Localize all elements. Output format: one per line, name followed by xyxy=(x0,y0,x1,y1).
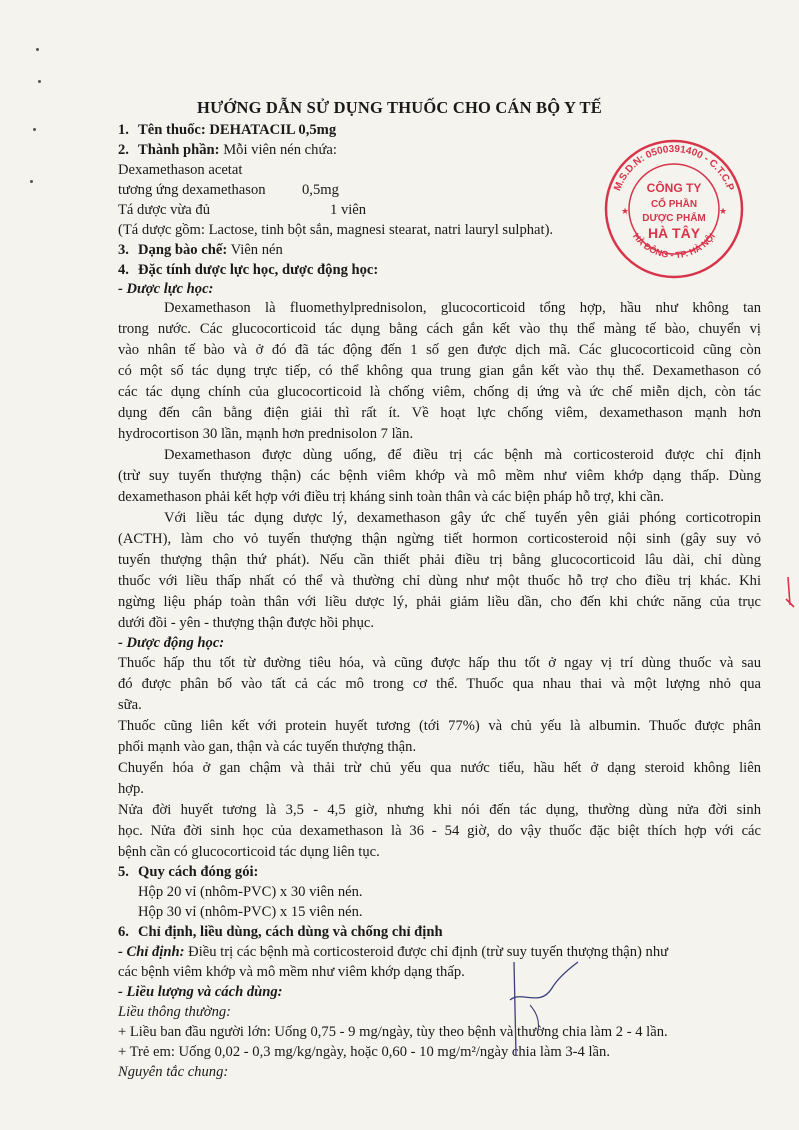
paragraph-line: đó được phân bố vào tất cả các mô trong cơ thể. Thuốc qua nhau thai và một lượng nhỏ qua xyxy=(118,676,761,692)
pharmacodynamics-title: - Dược lực học: xyxy=(118,281,214,297)
signature-scribble xyxy=(500,960,590,1060)
stamp-outer-textpath: M.S.D.N: 0500391400 - C.T.C.P xyxy=(612,143,736,193)
paragraph-line: hydrocortison 30 lần, mạnh hơn prednisolon 7 lần. xyxy=(118,426,414,442)
margin-mark xyxy=(784,575,798,615)
section-3-heading xyxy=(118,241,283,259)
section-label: Quy cách đóng gói: xyxy=(138,864,259,880)
indication-label: - Chỉ định: xyxy=(118,944,185,960)
paragraph-line: trong nước. Các glucocorticoid tác dụng bằng cách gắn kết vào thụ thể màng tế bào, chuyển vị xyxy=(118,321,761,337)
paragraph-line: phối mạnh vào gan, thận và các tuyến thượng thận. xyxy=(118,739,417,755)
paragraph-line: ngừng liệu pháp toàn thân với liều dược lý, phải giảm liều dần, cho đến khi chức năng của trục xyxy=(118,594,761,610)
dosage-line: + Trẻ em: Uống 0,02 - 0,3 mg/kg/ngày, hoặc 0,60 - 10 mg/m²/ngày chia làm 3-4 lần. xyxy=(118,1044,610,1060)
section-2-heading xyxy=(118,141,337,159)
scan-speck xyxy=(38,80,41,83)
paragraph-line: hợp. xyxy=(118,781,144,797)
scan-speck xyxy=(33,128,36,131)
section-value: Mỗi viên nén chứa: xyxy=(219,142,337,158)
ingredient-name: tương ứng dexamethason xyxy=(118,182,266,198)
section-5-heading xyxy=(118,863,258,881)
section-number: 2. xyxy=(118,142,129,158)
composition-line: Dexamethason acetat xyxy=(118,162,243,178)
drug-name: DEHATACIL 0,5mg xyxy=(205,122,337,138)
composition-line xyxy=(118,181,266,199)
composition-line xyxy=(118,201,210,219)
section-4-heading xyxy=(118,261,378,279)
company-stamp xyxy=(603,138,745,280)
paragraph-line: Dexamethason là fluomethylprednisolon, glucocorticoid tổng hợp, hầu như không tan xyxy=(164,300,761,316)
stamp-line-1: CÔNG TY xyxy=(646,181,702,195)
page-title: HƯỚNG DẪN SỬ DỤNG THUỐC CHO CÁN BỘ Y TẾ xyxy=(197,98,602,117)
paragraph-line: dụng đến cân bằng điện giải thì rất ít. Về hoạt lực chống viêm, dexamethason mạnh hơn xyxy=(118,405,761,421)
indication-text: Điều trị các bệnh mà corticosteroid được chỉ định (trừ suy tuyến thượng thận) như xyxy=(184,944,669,960)
paragraph-line: các tác dụng chính của glucocorticoid là chống viêm, chống dị ứng và ức chế miễn dịch, còn tác xyxy=(118,384,761,400)
ingredient-name: Tá dược vừa đủ xyxy=(118,202,211,218)
section-label: Dạng bào chế: xyxy=(138,242,228,258)
section-number: 5. xyxy=(118,864,129,880)
stamp-star-left: ★ xyxy=(621,206,630,216)
paragraph-line: Với liều tác dụng dược lý, dexamethason gây ức chế tuyến yên giải phóng corticotropin xyxy=(164,510,761,526)
section-number: 1. xyxy=(118,122,129,138)
section-label: Thành phần: xyxy=(138,142,220,158)
packaging-line: Hộp 30 vỉ (nhôm-PVC) x 15 viên nén. xyxy=(138,904,363,920)
stamp-star-right: ★ xyxy=(719,206,728,216)
dosage-subtitle: Nguyên tắc chung: xyxy=(118,1064,229,1080)
stamp-line-4: HÀ TÂY xyxy=(647,225,701,241)
section-6-heading xyxy=(118,923,443,941)
section-label: Chỉ định, liều dùng, cách dùng và chống chỉ định xyxy=(138,924,443,940)
section-number: 3. xyxy=(118,242,129,258)
dosage-line: + Liều ban đầu người lớn: Uống 0,75 - 9 mg/ngày, tùy theo bệnh và thường chia làm 2 - 4 lần. xyxy=(118,1024,668,1040)
section-number: 6. xyxy=(118,924,129,940)
paragraph-line: tuyến thượng thận thứ phát). Nếu cần thiết phải điều trị bằng glucocorticoid lâu dài, chỉ dùng xyxy=(118,552,761,568)
scan-speck xyxy=(30,180,33,183)
paragraph-line: dưới đồi - yên - thượng thận được hồi phục. xyxy=(118,615,375,631)
pharmacokinetics-title: - Dược động học: xyxy=(118,635,225,651)
section-label: Tên thuốc: xyxy=(138,122,206,138)
paragraph-line: bệnh cần có glucocorticoid tác dụng liên tục. xyxy=(118,844,380,860)
paragraph-line: sữa. xyxy=(118,697,142,713)
section-number: 4. xyxy=(118,262,129,278)
section-label: Đặc tính dược lực học, dược động học: xyxy=(138,262,379,278)
section-1-heading xyxy=(118,121,336,139)
paragraph-line: Dexamethason được dùng uống, để điều trị các bệnh mà corticosteroid được chỉ định xyxy=(164,447,761,463)
stamp-line-2: CỔ PHẦN xyxy=(650,199,698,210)
excipients-line: (Tá dược gồm: Lactose, tinh bột sắn, magnesi stearat, natri lauryl sulphat). xyxy=(118,222,554,238)
paragraph-line: học. Nửa đời sinh học của dexamethason là 36 - 54 giờ, do vậy thuốc đặc biệt thích hợp với các xyxy=(118,823,761,839)
paragraph-line: (trừ suy tuyến thượng thận) các bệnh viêm khớp và mô mềm như viêm khớp dạng thấp. Dùng xyxy=(118,468,761,484)
paragraph-line: Chuyển hóa ở gan chậm và thải trừ chủ yếu qua nước tiểu, hầu hết ở dạng steroid không liên xyxy=(118,760,761,776)
indication-line xyxy=(118,943,668,961)
paragraph-line: (ACTH), làm cho vỏ tuyến thượng thận ngừng tiết hormon corticosteroid nội sinh (gây suy vỏ xyxy=(118,531,761,547)
indication-line: các bệnh viêm khớp và mô mềm như viêm khớp dạng thấp. xyxy=(118,964,465,980)
paragraph-line: Thuốc hấp thu tốt từ đường tiêu hóa, và cũng được hấp thu tốt ở ngay vị trí dùng thuốc và sau xyxy=(118,655,761,671)
paragraph-line: thuốc với liều thấp nhất có thể và thường chỉ dùng như một thuốc hỗ trợ cho điều trị khác. Khi xyxy=(118,573,761,589)
paragraph-line: Nửa đời huyết tương là 3,5 - 4,5 giờ, nhưng khi nói đến tác dụng, thường dùng nửa đời sinh xyxy=(118,802,761,818)
dosage-subtitle: Liều thông thường: xyxy=(118,1004,232,1020)
section-value: Viên nén xyxy=(227,242,283,258)
stamp-bottom-textpath: HÀ ĐÔNG - TP. HÀ NỘI xyxy=(630,231,718,261)
dosage-title: - Liều lượng và cách dùng: xyxy=(118,984,283,1000)
paragraph-line: Thuốc cũng liên kết với protein huyết tương (tới 77%) và chủ yếu là albumin. Thuốc được phân xyxy=(118,718,761,734)
paragraph-line: dexamethason phải kết hợp với điều trị kháng sinh toàn thân và các biện pháp hỗ trợ, khi cần. xyxy=(118,489,664,505)
packaging-line: Hộp 20 vỉ (nhôm-PVC) x 30 viên nén. xyxy=(138,884,363,900)
ingredient-amount: 1 viên xyxy=(330,202,367,218)
paragraph-line: vào nhân tế bào và ở đó đã tác động đến 1 số gen được dịch mã. Các glucocorticoid cũng còn xyxy=(118,342,761,358)
scan-speck xyxy=(36,48,39,51)
ingredient-amount: 0,5mg xyxy=(302,182,339,198)
stamp-line-3: DƯỢC PHẨM xyxy=(642,213,706,224)
paragraph-line: có một số tác dụng trực tiếp, có thể không qua trung gian gắn kết vào thụ thể. Dexamethason có xyxy=(118,363,761,379)
